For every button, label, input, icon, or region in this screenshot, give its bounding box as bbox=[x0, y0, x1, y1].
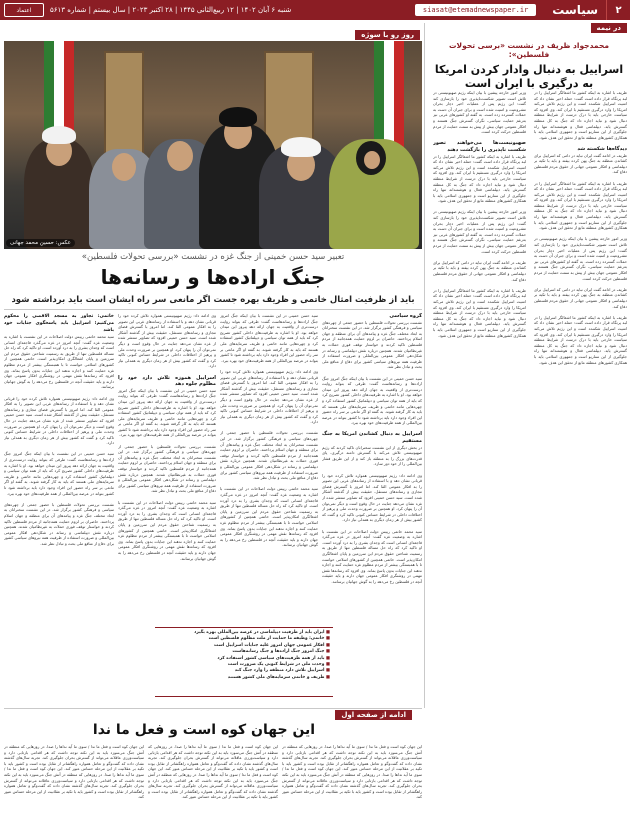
main-col-2-subhead: اسراییل هموزه تلاش دارد خود را مظلوم جلوه دهد bbox=[118, 374, 216, 388]
bottom-body-3: این جهان کوه است و فعل ما ندا / سوی ما آید نداها را صدا. در روزهایی که منطقه در آتش جنگ می‌سوزد باید به این نکته توجه داشت که هر اقدامی بازتابی دارد و سیاست‌ورزی عاقلانه می‌تواند از گسترش بحران جلوگیری کند. تجربه سال‌های گذشته نشان داده که گفت‌وگو و تعامل همواره راهگشاتر از تقابل بوده است و کشور باید با تکیه بر عقلانیت از این مرحله حساس عبور کند. bbox=[282, 744, 422, 772]
side-article-body-1-cont: ظریف با اشاره به اینکه کشور ما اشغالگر اسراییل را در لبه پرتگاه قرار داده است گفت: حمله اخیر نشان داد که امنیت اسراییل شکننده است و این رژیم تلاش می‌کند امریکا را وارد درگیری مستقیم با ایران کند. وی افزود که سیاست خارجی باید با درک درست از شرایط منطقه دنبال شود و نباید اجازه داد که جنگ به کل منطقه گسترش یابد. دیپلماسی فعال و هوشمندانه تنها راه جلوگیری از این سناریو است و جمهوری اسلامی باید با همکاری کشورهای منطقه مانع از تحقق این هدف شود. bbox=[534, 180, 627, 231]
main-col-3-body-2: وی ادامه داد: رژیم صهیونیستی همواره تلاش کرده خود را قربانی نشان دهد و با استفاده از رسانه‌های غربی این تصویر را به افکار عمومی القا کند. اما امروز با گسترش فضای مجازی و رسانه‌های مستقل، حقیقت بیش از گذشته آشکار شده است. سید حسن خمینی افزود که تصاویر منتشر شده از غزه نشان می‌دهد جنایت در حال وقوع است و دیگر نمی‌توان آن را پنهان کرد. او همچنین بر ضرورت وحدت ملی و پرهیز از اختلافات داخلی در شرایط حساس کنونی تاکید کرد و گفت که کشور بیش از هر زمان دیگری به همدلی نیاز دارد. bbox=[220, 368, 318, 425]
bottom-col-3 bbox=[282, 744, 422, 816]
side-article-body-col-2 bbox=[433, 90, 526, 690]
side-article-subhead-2: دیدگاه‌ها شکسته شد bbox=[577, 145, 627, 152]
side-article bbox=[431, 23, 627, 92]
main-col-2-body-2: سید حسن خمینی در این نشست با بیان اینکه جنگ امروز جنگ اراده‌ها و رسانه‌هاست گفت: طرفی که بتواند روایت درست‌تری از واقعیت به جهان ارائه دهد پیروز این میدان خواهد بود. او با اشاره به ظرفیت‌های داخلی کشور تصریح کرد که باید از همه توان سیاسی و دیپلماتیک کشور استفاده کرد و چهره‌هایی مانند خاتمی و ظریف سرمایه‌های ملی هستند که باید به کار گرفته شوند. به گفته او اگر مانعی بر سر راه حضور این افراد وجود دارد باید برداشته شود تا کشور بتواند در عرصه بین‌المللی از همه ظرفیت‌های خود بهره ببرد. bbox=[118, 387, 216, 438]
main-col-4-subhead: گروه سیاسی bbox=[389, 313, 422, 319]
side-article-kicker: محمدجواد ظریف در نشست «برسی تحولات فلسطین»: bbox=[449, 41, 609, 59]
main-col-2 bbox=[118, 313, 216, 625]
main-col-4-subhead-2: اسراییل به دنبال کشاندن امریکا به جنگ مستقیم bbox=[322, 431, 422, 445]
main-col-4-body: نشست بررسی تحولات فلسطین با حضور جمعی از چهره‌های سیاسی و فرهنگی کشور برگزار شد. در این نشست سخنرانان به ابعاد مختلف جنگ غزه و پیامدهای آن برای منطقه و جهان اسلام پرداختند. حاضران بر لزوم حمایت همه‌جانبه از مردم فلسطین تاکید کردند و خواستار توقف فوری حملات به غیرنظامیان شدند. همچنین درباره نقش دیپلماسی و رسانه در شکل‌دهی افکار عمومی بین‌المللی و ضرورت استفاده از ظرفیت همه نیروهای سیاسی کشور برای دفاع از منافع ملی بحث و تبادل نظر شد. bbox=[322, 319, 422, 370]
pull-quote: ■ ایران باید از ظرفیت دیپلماسی در عرصه بین‌المللی بهره بگیرد bbox=[158, 630, 330, 636]
main-col-3-body-3: نشست بررسی تحولات فلسطین با حضور جمعی از چهره‌های سیاسی و فرهنگی کشور برگزار شد. در این نشست سخنرانان به ابعاد مختلف جنگ غزه و پیامدهای آن برای منطقه و جهان اسلام پرداختند. حاضران بر لزوم حمایت همه‌جانبه از مردم فلسطین تاکید کردند و خواستار توقف فوری حملات به غیرنظامیان شدند. همچنین درباره نقش دیپلماسی و رسانه در شکل‌دهی افکار عمومی بین‌المللی و ضرورت استفاده از ظرفیت همه نیروهای سیاسی کشور برای دفاع از منافع ملی بحث و تبادل نظر شد. bbox=[220, 430, 318, 481]
main-headline: جنگ اراده‌ها و رسانه‌ها bbox=[100, 265, 326, 289]
bottom-headline: این جهان کوه است و فعل ما ندا bbox=[92, 722, 316, 738]
side-article-body-3: ظریف در ادامه گفت ایران نباید در دامی که اسراییل برای کشاندن منطقه به جنگ پهن کرده بیفتد و باید با تکیه بر دیپلماسی و افکار عمومی جهانی از حقوق مردم فلسطین دفاع کند. bbox=[534, 152, 627, 175]
main-col-1-body-4: نشست بررسی تحولات فلسطین با حضور جمعی از چهره‌های سیاسی و فرهنگی کشور برگزار شد. در این نشست سخنرانان به ابعاد مختلف جنگ غزه و پیامدهای آن برای منطقه و جهان اسلام پرداختند. حاضران بر لزوم حمایت همه‌جانبه از مردم فلسطین تاکید کردند و خواستار توقف فوری حملات به غیرنظامیان شدند. همچنین درباره نقش دیپلماسی و رسانه در شکل‌دهی افکار عمومی بین‌المللی و ضرورت استفاده از ظرفیت همه نیروهای سیاسی کشور برای دفاع از منافع ملی بحث و تبادل نظر شد. bbox=[4, 501, 114, 546]
pull-quote-box bbox=[155, 627, 333, 697]
column-divider bbox=[424, 23, 425, 708]
pull-quote: ■ خاتمی: وظیفه ما حمایت از ملت مظلوم فلسطین است bbox=[158, 636, 330, 642]
bottom-rule bbox=[4, 708, 422, 709]
main-col-3 bbox=[220, 313, 318, 625]
photo-caption: تعبیر سید حسن خمینی از جنگ غزه در نشست «بررسی تحولات فلسطین» bbox=[81, 252, 345, 262]
issue-dateline: شنبه ۶ آبان ۱۴۰۲ | ۱۲ ربیع‌الثانی ۱۴۴۵ | ۲۸ اکتبر ۲۰۲۳ | سال بیستم | شماره ۵۶۱۳ bbox=[50, 6, 292, 14]
pull-quote: ■ وحدت ملی در شرایط کنونی یک ضرورت است bbox=[158, 662, 330, 668]
main-col-4-body-2: در بخش دیگری از این نشست سخنرانان تاکید کردند که رژیم صهیونیستی تلاش می‌کند با گسترش دامنه درگیری، پای قدرت‌های بزرگ را به منطقه باز کند و از این طریق فشار بین‌المللی را از خود دور سازد. bbox=[322, 444, 422, 467]
side-article-body-1: ظریف با اشاره به اینکه کشور ما اشغالگر اسراییل را در لبه پرتگاه قرار داده است گفت: حمله اخیر نشان داد که امنیت اسراییل شکننده است و این رژیم تلاش می‌کند امریکا را وارد درگیری مستقیم با ایران کند. وی افزود که سیاست خارجی باید با درک درست از شرایط منطقه دنبال شود و نباید اجازه داد که جنگ به کل منطقه گسترش یابد. دیپلماسی فعال و هوشمندانه تنها راه جلوگیری از این سناریو است و جمهوری اسلامی باید با همکاری کشورهای منطقه مانع از تحقق این هدف شود. bbox=[534, 90, 627, 140]
side-article-body-1c: ظریف با اشاره به اینکه کشور ما اشغالگر اسراییل را در لبه پرتگاه قرار داده است گفت: حمله اخیر نشان داد که امنیت اسراییل شکننده است و این رژیم تلاش می‌کند امریکا را وارد درگیری مستقیم با ایران کند. وی افزود که سیاست خارجی باید با درک درست از شرایط منطقه دنبال شود و نباید اجازه داد که جنگ به کل منطقه گسترش یابد. دیپلماسی فعال و هوشمندانه تنها راه جلوگیری از این سناریو است و جمهوری اسلامی باید با همکاری کشورهای منطقه مانع از تحقق این هدف شود. bbox=[433, 287, 526, 338]
photo-section-tag: روز رو با سوژه bbox=[355, 30, 420, 40]
bottom-body-1b: این جهان کوه است و فعل ما ندا / سوی ما آید نداها را صدا. در روزهایی که منطقه در آتش جنگ می‌سوزد باید به این نکته توجه داشت که هر اقدامی بازتابی دارد و سیاست‌ورزی عاقلانه می‌تواند از گسترش بحران جلوگیری کند. تجربه سال‌های گذشته نشان داده که گفت‌وگو و تعامل همواره راهگشاتر از تقابل بوده است و کشور باید با تکیه بر عقلانیت از این مرحله حساس عبور کند. bbox=[4, 766, 144, 800]
side-article-body-3-cont: ظریف در ادامه گفت ایران نباید در دامی که اسراییل برای کشاندن منطقه به جنگ پهن کرده بیفتد و باید با تکیه بر دیپلماسی و افکار عمومی جهانی از حقوق مردم فلسطین دفاع کند. bbox=[534, 286, 627, 309]
main-col-4-body-d: سید محمد خاتمی رییس دولت اصلاحات در این نشست با اشاره به وضعیت غزه گفت: آنچه امروز در غزه می‌گذرد فاجعه‌ای انسانی است که وجدان بشری را به درد آورده است. او تاکید کرد که راه حل مساله فلسطین تنها از طریق به رسمیت شناختن حقوق مردم این سرزمین و پایان اشغالگری امکان‌پذیر است. خاتمی همچنین از کشورهای اسلامی خواست تا با همبستگی بیشتر از مردم مظلوم غزه حمایت کنند و اجازه ندهند این جنایات بدون پاسخ بماند. وی افزود که رسانه‌ها نقش مهمی در روشنگری افکار عمومی جهان دارند و باید حقیقت آنچه در فلسطین رخ می‌دهد را به گوش جهانیان برسانند. bbox=[322, 528, 422, 584]
side-article-body-2-cont: وزیر امور خارجه پیشین با بیان اینکه رژیم صهیونیستی در تلاش است تصویر شکست‌ناپذیری خود را بازسازی کند گفت: این رژیم پس از عملیات اخیر دچار بحران مشروعیت و امنیت شده است و برای جبران آن دست به حملات گسترده زده است. به گفته او کشورهای غربی نیز به‌رغم حمایت سیاسی، نگران گسترش جنگ هستند و افکار عمومی جهان بیش از پیش به سمت حمایت از مردم فلسطین حرکت کرده است. bbox=[534, 236, 627, 281]
main-subheadline: باید از ظرفیت امثال خاتمی و ظریف بهره جست اگر مانعی سر راه ایشان است باید برداشته شود bbox=[11, 295, 415, 305]
pull-quote: ■ ظریف و خاتمی سرمایه‌های ملی کشور هستند bbox=[158, 675, 330, 681]
bottom-col-1 bbox=[4, 744, 144, 816]
side-article-tag: در نیمه bbox=[591, 23, 627, 33]
main-col-1-lead: خاتمی: تجاوز به مسجد الاقصی را محکوم می‌کنیم؛ اسراییل باید پاسخگوی جنایات خود باشد bbox=[4, 314, 114, 333]
main-col-1-body-3: سید حسن خمینی در این نشست با بیان اینکه جنگ امروز جنگ اراده‌ها و رسانه‌هاست گفت: طرفی که بتواند روایت درست‌تری از واقعیت به جهان ارائه دهد پیروز این میدان خواهد بود. او با اشاره به ظرفیت‌های داخلی کشور تصریح کرد که باید از همه توان سیاسی و دیپلماتیک کشور استفاده کرد و چهره‌هایی مانند خاتمی و ظریف سرمایه‌های ملی هستند که باید به کار گرفته شوند. به گفته او اگر مانعی بر سر راه حضور این افراد وجود دارد باید برداشته شود تا کشور بتواند در عرصه بین‌المللی از همه ظرفیت‌های خود بهره ببرد. bbox=[4, 451, 114, 496]
bottom-body-3b: این جهان کوه است و فعل ما ندا / سوی ما آید نداها را صدا. در روزهایی که منطقه در آتش جنگ می‌سوزد باید به این نکته توجه داشت که هر اقدامی بازتابی دارد و سیاست‌ورزی عاقلانه می‌تواند از گسترش بحران جلوگیری کند. تجربه سال‌های گذشته نشان داده که گفت‌وگو و تعامل همواره راهگشاتر از تقابل بوده است و کشور باید با تکیه بر عقلانیت از این مرحله حساس عبور کند. bbox=[282, 766, 422, 800]
bottom-body-2: این جهان کوه است و فعل ما ندا / سوی ما آید نداها را صدا. در روزهایی که منطقه در آتش جنگ می‌سوزد باید به این نکته توجه داشت که هر اقدامی بازتابی دارد و سیاست‌ورزی عاقلانه می‌تواند از گسترش بحران جلوگیری کند. تجربه سال‌های گذشته نشان داده که گفت‌وگو و تعامل همواره راهگشاتر از تقابل بوده است و کشور باید با تکیه بر عقلانیت از این مرحله حساس عبور کند. bbox=[148, 744, 278, 772]
main-col-4-body-b: سید حسن خمینی در این نشست با بیان اینکه جنگ امروز جنگ اراده‌ها و رسانه‌هاست گفت: طرفی که بتواند روایت درست‌تری از واقعیت به جهان ارائه دهد پیروز این میدان خواهد بود. او با اشاره به ظرفیت‌های داخلی کشور تصریح کرد که باید از همه توان سیاسی و دیپلماتیک کشور استفاده کرد و چهره‌هایی مانند خاتمی و ظریف سرمایه‌های ملی هستند که باید به کار گرفته شوند. به گفته او اگر مانعی بر سر راه حضور این افراد وجود دارد باید برداشته شود تا کشور بتواند در عرصه بین‌المللی از همه ظرفیت‌های خود بهره ببرد. bbox=[322, 375, 422, 426]
side-article-body-1-cont2: ظریف با اشاره به اینکه کشور ما اشغالگر اسراییل را در لبه پرتگاه قرار داده است گفت: حمله اخیر نشان داد که امنیت اسراییل شکننده است و این رژیم تلاش می‌کند امریکا را وارد درگیری مستقیم با ایران کند. وی افزود که سیاست خارجی باید با درک درست از شرایط منطقه دنبال شود و نباید اجازه داد که جنگ به کل منطقه گسترش یابد. دیپلماسی فعال و هوشمندانه تنها راه جلوگیری از این سناریو است و جمهوری اسلامی باید با همکاری کشورهای منطقه مانع از تحقق این هدف شود. bbox=[534, 314, 627, 365]
photo-credit: عکس: حسین محمد جهانی bbox=[6, 239, 75, 247]
main-col-3-body: سید حسن خمینی در این نشست با بیان اینکه جنگ امروز جنگ اراده‌ها و رسانه‌هاست گفت: طرفی که بتواند روایت درست‌تری از واقعیت به جهان ارائه دهد پیروز این میدان خواهد بود. او با اشاره به ظرفیت‌های داخلی کشور تصریح کرد که باید از همه توان سیاسی و دیپلماتیک کشور استفاده کرد و چهره‌هایی مانند خاتمی و ظریف سرمایه‌های ملی هستند که باید به کار گرفته شوند. به گفته او اگر مانعی بر سر راه حضور این افراد وجود دارد باید برداشته شود تا کشور بتواند در عرصه بین‌المللی از همه ظرفیت‌های خود بهره ببرد. bbox=[220, 313, 318, 363]
main-col-1-body-2: وی ادامه داد: رژیم صهیونیستی همواره تلاش کرده خود را قربانی نشان دهد و با استفاده از رسانه‌های غربی این تصویر را به افکار عمومی القا کند. اما امروز با گسترش فضای مجازی و رسانه‌های مستقل، حقیقت بیش از گذشته آشکار شده است. سید حسن خمینی افزود که تصاویر منتشر شده از غزه نشان می‌دهد جنایت در حال وقوع است و دیگر نمی‌توان آن را پنهان کرد. او همچنین بر ضرورت وحدت ملی و پرهیز از اختلافات داخلی در شرایط حساس کنونی تاکید کرد و گفت که کشور بیش از هر زمان دیگری به همدلی نیاز دارد. bbox=[4, 395, 114, 446]
main-col-4 bbox=[322, 313, 422, 705]
bottom-article-tag: ادامه از صفحه اول bbox=[335, 710, 412, 720]
side-article-body-2b: وزیر امور خارجه پیشین با بیان اینکه رژیم صهیونیستی در تلاش است تصویر شکست‌ناپذیری خود را بازسازی کند گفت: این رژیم پس از عملیات اخیر دچار بحران مشروعیت و امنیت شده است و برای جبران آن دست به حملات گسترده زده است. به گفته او کشورهای غربی نیز به‌رغم حمایت سیاسی، نگران گسترش جنگ هستند و افکار عمومی جهان بیش از پیش به سمت حمایت از مردم فلسطین حرکت کرده است. bbox=[433, 209, 526, 254]
page-number: ۲ bbox=[606, 0, 630, 20]
main-col-2-body-4: سید محمد خاتمی رییس دولت اصلاحات در این نشست با اشاره به وضعیت غزه گفت: آنچه امروز در غزه می‌گذرد فاجعه‌ای انسانی است که وجدان بشری را به درد آورده است. او تاکید کرد که راه حل مساله فلسطین تنها از طریق به رسمیت شناختن حقوق مردم این سرزمین و پایان اشغالگری امکان‌پذیر است. خاتمی همچنین از کشورهای اسلامی خواست تا با همبستگی بیشتر از مردم مظلوم غزه حمایت کنند و اجازه ندهند این جنایات بدون پاسخ بماند. وی افزود که رسانه‌ها نقش مهمی در روشنگری افکار عمومی جهان دارند و باید حقیقت آنچه در فلسطین رخ می‌دهد را به گوش جهانیان برسانند. bbox=[118, 499, 216, 561]
side-article-body-col-1 bbox=[534, 90, 627, 690]
bottom-body-2b: این جهان کوه است و فعل ما ندا / سوی ما آید نداها را صدا. در روزهایی که منطقه در آتش جنگ می‌سوزد باید به این نکته توجه داشت که هر اقدامی بازتابی دارد و سیاست‌ورزی عاقلانه می‌تواند از گسترش بحران جلوگیری کند. تجربه سال‌های گذشته نشان داده که گفت‌وگو و تعامل همواره راهگشاتر از تقابل بوده است و کشور باید با تکیه بر عقلانیت از این مرحله حساس عبور کند. bbox=[148, 766, 278, 800]
main-col-1-body: سید محمد خاتمی رییس دولت اصلاحات در این نشست با اشاره به وضعیت غزه گفت: آنچه امروز در غزه می‌گذرد فاجعه‌ای انسانی است که وجدان بشری را به درد آورده است. او تاکید کرد که راه حل مساله فلسطین تنها از طریق به رسمیت شناختن حقوق مردم این سرزمین و پایان اشغالگری امکان‌پذیر است. خاتمی همچنین از کشورهای اسلامی خواست تا با همبستگی بیشتر از مردم مظلوم غزه حمایت کنند و اجازه ندهند این جنایات بدون پاسخ بماند. وی افزود که رسانه‌ها نقش مهمی در روشنگری افکار عمومی جهان دارند و باید حقیقت آنچه در فلسطین رخ می‌دهد را به گوش جهانیان برسانند. bbox=[4, 334, 114, 390]
side-article-headline: اسراییل به دنبال وادار کردن امریکا به درگیری با ایران است bbox=[434, 63, 624, 91]
main-col-3-body-4: سید محمد خاتمی رییس دولت اصلاحات در این نشست با اشاره به وضعیت غزه گفت: آنچه امروز در غزه می‌گذرد فاجعه‌ای انسانی است که وجدان بشری را به درد آورده است. او تاکید کرد که راه حل مساله فلسطین تنها از طریق به رسمیت شناختن حقوق مردم این سرزمین و پایان اشغالگری امکان‌پذیر است. خاتمی همچنین از کشورهای اسلامی خواست تا با همبستگی بیشتر از مردم مظلوم غزه حمایت کنند و اجازه ندهند این جنایات بدون پاسخ بماند. وی افزود که رسانه‌ها نقش مهمی در روشنگری افکار عمومی جهان دارند و باید حقیقت آنچه در فلسطین رخ می‌دهد را به گوش جهانیان برسانند. bbox=[220, 486, 318, 548]
event-photo bbox=[4, 41, 422, 249]
bottom-body-1: این جهان کوه است و فعل ما ندا / سوی ما آید نداها را صدا. در روزهایی که منطقه در آتش جنگ می‌سوزد باید به این نکته توجه داشت که هر اقدامی بازتابی دارد و سیاست‌ورزی عاقلانه می‌تواند از گسترش بحران جلوگیری کند. تجربه سال‌های گذشته نشان داده که گفت‌وگو و تعامل همواره راهگشاتر از تقابل بوده است و کشور باید با تکیه بر عقلانیت از این مرحله حساس عبور کند. bbox=[4, 744, 144, 772]
headline-rule bbox=[4, 309, 422, 310]
side-article-body-1b: ظریف با اشاره به اینکه کشور ما اشغالگر اسراییل را در لبه پرتگاه قرار داده است گفت: حمله اخیر نشان داد که امنیت اسراییل شکننده است و این رژیم تلاش می‌کند امریکا را وارد درگیری مستقیم با ایران کند. وی افزود که سیاست خارجی باید با درک درست از شرایط منطقه دنبال شود و نباید اجازه داد که جنگ به کل منطقه گسترش یابد. دیپلماسی فعال و هوشمندانه تنها راه جلوگیری از این سناریو است و جمهوری اسلامی باید با همکاری کشورهای منطقه مانع از تحقق این هدف شود. bbox=[433, 153, 526, 204]
section-email: siasat@etemadnewspaper.ir bbox=[415, 4, 536, 16]
pull-quote: ■ افکار عمومی جهان امروز علیه جنایات اسراییل است bbox=[158, 643, 330, 649]
main-col-4-body-c: وی ادامه داد: رژیم صهیونیستی همواره تلاش کرده خود را قربانی نشان دهد و با استفاده از رسانه‌های غربی این تصویر را به افکار عمومی القا کند. اما امروز با گسترش فضای مجازی و رسانه‌های مستقل، حقیقت بیش از گذشته آشکار شده است. سید حسن خمینی افزود که تصاویر منتشر شده از غزه نشان می‌دهد جنایت در حال وقوع است و دیگر نمی‌توان آن را پنهان کرد. او همچنین بر ضرورت وحدت ملی و پرهیز از اختلافات داخلی در شرایط حساس کنونی تاکید کرد و گفت که کشور بیش از هر زمان دیگری به همدلی نیاز دارد. bbox=[322, 472, 422, 523]
main-col-1 bbox=[4, 313, 114, 705]
main-col-2-body-3: نشست بررسی تحولات فلسطین با حضور جمعی از چهره‌های سیاسی و فرهنگی کشور برگزار شد. در این نشست سخنرانان به ابعاد مختلف جنگ غزه و پیامدهای آن برای منطقه و جهان اسلام پرداختند. حاضران بر لزوم حمایت همه‌جانبه از مردم فلسطین تاکید کردند و خواستار توقف فوری حملات به غیرنظامیان شدند. همچنین درباره نقش دیپلماسی و رسانه در شکل‌دهی افکار عمومی بین‌المللی و ضرورت استفاده از ظرفیت همه نیروهای سیاسی کشور برای دفاع از منافع ملی بحث و تبادل نظر شد. bbox=[118, 443, 216, 494]
page-header-bar bbox=[0, 0, 630, 20]
main-col-2-body: وی ادامه داد: رژیم صهیونیستی همواره تلاش کرده خود را قربانی نشان دهد و با استفاده از رسانه‌های غربی این تصویر را به افکار عمومی القا کند. اما امروز با گسترش فضای مجازی و رسانه‌های مستقل، حقیقت بیش از گذشته آشکار شده است. سید حسن خمینی افزود که تصاویر منتشر شده از غزه نشان می‌دهد جنایت در حال وقوع است و دیگر نمی‌توان آن را پنهان کرد. او همچنین بر ضرورت وحدت ملی و پرهیز از اختلافات داخلی در شرایط حساس کنونی تاکید کرد و گفت که کشور بیش از هر زمان دیگری به همدلی نیاز دارد. bbox=[118, 313, 216, 369]
side-article-body-3b: ظریف در ادامه گفت ایران نباید در دامی که اسراییل برای کشاندن منطقه به جنگ پهن کرده بیفتد و باید با تکیه بر دیپلماسی و افکار عمومی جهانی از حقوق مردم فلسطین دفاع کند. bbox=[433, 259, 526, 282]
bottom-col-2 bbox=[148, 744, 278, 816]
newspaper-logo: اعتماد bbox=[4, 3, 44, 17]
side-article-body-2: وزیر امور خارجه پیشین با بیان اینکه رژیم صهیونیستی در تلاش است تصویر شکست‌ناپذیری خود را بازسازی کند گفت: این رژیم پس از عملیات اخیر دچار بحران مشروعیت و امنیت شده است و برای جبران آن دست به حملات گسترده زده است. به گفته او کشورهای غربی نیز به‌رغم حمایت سیاسی، نگران گسترش جنگ هستند و افکار عمومی جهان بیش از پیش به سمت حمایت از مردم فلسطین حرکت کرده است. bbox=[433, 90, 526, 135]
side-article-subhead-1: صهیونیست‌ها می‌خواهند تصور شکست ناپذیری را بازگشت دهند bbox=[433, 140, 526, 153]
pull-quote: ■ باید از همه ظرفیت‌های سیاسی کشور استفاده کرد bbox=[158, 656, 330, 662]
pull-quote: ■ جنگ امروز جنگ اراده‌ها و جنگ رسانه‌هاست bbox=[158, 649, 330, 655]
pull-quote: ■ اسراییل تلاش دارد منطقه را وارد جنگ کند bbox=[158, 668, 330, 674]
section-title: سیاست bbox=[552, 3, 598, 17]
